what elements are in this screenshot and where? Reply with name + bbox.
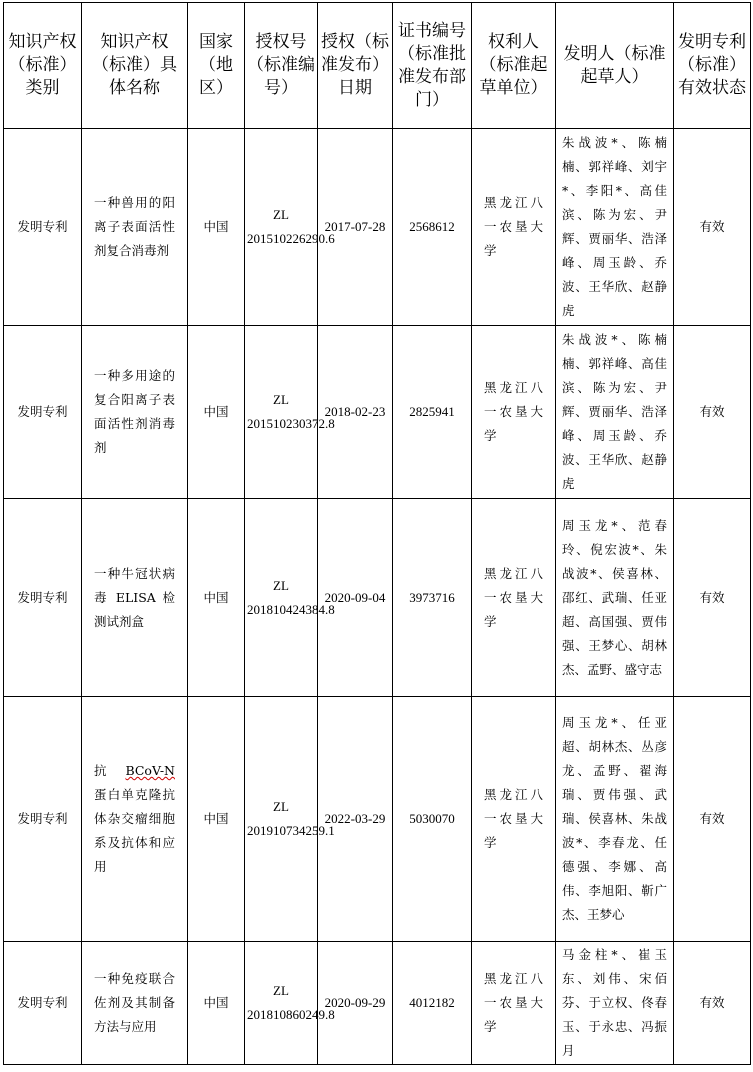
header-inventors: 发明人（标准起草人）	[556, 3, 674, 129]
cell-cert: 3973716	[393, 499, 472, 697]
cell-name: 一种免疫联合佐剂及其制备方法与应用	[82, 942, 188, 1065]
cell-holder: 黑龙江八一农垦大学	[472, 499, 556, 697]
cell-category: 发明专利	[4, 697, 82, 942]
cell-country: 中国	[188, 697, 245, 942]
table-row	[4, 326, 751, 499]
cell-holder: 黑龙江八一农垦大学	[472, 326, 556, 499]
cell-name: 一种牛冠状病毒 ELISA 检测试剂盒	[82, 499, 188, 697]
cell-name: 一种多用途的复合阳离子表面活性剂消毒剂	[82, 326, 188, 499]
name-suffix: 蛋白单克隆抗体杂交瘤细胞系及抗体和应用	[94, 787, 175, 874]
cell-inventors: 周玉龙*、范春玲、倪宏波*、朱战波*、侯喜林、邵红、武瑞、任亚超、高国强、贾伟强、王梦心、胡林杰、孟野、盛守志	[556, 499, 674, 697]
header-country: 国家（地区）	[188, 3, 245, 129]
header-holder: 权利人（标准起草单位）	[472, 3, 556, 129]
header-name: 知识产权（标准）具体名称	[82, 3, 188, 129]
cell-inventors: 朱战波*、陈楠楠、郭祥峰、刘宇*、李阳*、高佳滨、陈为宏、尹辉、贾丽华、浩泽峰、周玉龄、乔波、王华欣、赵静虎	[556, 129, 674, 326]
name-mark: BCoV-N	[125, 763, 175, 778]
cell-status: 有效	[674, 697, 751, 942]
header-status: 发明专利（标准）有效状态	[674, 3, 751, 129]
table-row	[4, 942, 751, 1065]
cell-country: 中国	[188, 326, 245, 499]
cell-cert: 2825941	[393, 326, 472, 499]
cell-category: 发明专利	[4, 499, 82, 697]
cell-country: 中国	[188, 499, 245, 697]
cell-country: 中国	[188, 942, 245, 1065]
cell-name	[82, 697, 188, 942]
cell-number: ZL 201910734259.1	[245, 697, 318, 942]
patent-table	[3, 2, 751, 1065]
cell-country: 中国	[188, 129, 245, 326]
cell-cert: 2568612	[393, 129, 472, 326]
cell-holder: 黑龙江八一农垦大学	[472, 129, 556, 326]
cell-number: ZL 201510230372.8	[245, 326, 318, 499]
cell-date: 2020-09-29	[318, 942, 393, 1065]
header-number: 授权号（标准编号）	[245, 3, 318, 129]
cell-category: 发明专利	[4, 326, 82, 499]
cell-name: 一种兽用的阳离子表面活性剂复合消毒剂	[82, 129, 188, 326]
table-row	[4, 129, 751, 326]
cell-date: 2018-02-23	[318, 326, 393, 499]
cell-category: 发明专利	[4, 942, 82, 1065]
cell-date: 2020-09-04	[318, 499, 393, 697]
cell-holder: 黑龙江八一农垦大学	[472, 942, 556, 1065]
cell-status: 有效	[674, 326, 751, 499]
table-row	[4, 499, 751, 697]
cell-inventors: 朱战波*、陈楠楠、郭祥峰、高佳滨、陈为宏、尹辉、贾丽华、浩泽峰、周玉龄、乔波、王华欣、赵静虎	[556, 326, 674, 499]
header-cert: 证书编号（标准批准发布部门）	[393, 3, 472, 129]
header-row	[4, 3, 751, 129]
cell-inventors: 马金柱*、崔玉东、刘伟、宋佰芬、于立权、佟春玉、于永忠、冯振月	[556, 942, 674, 1065]
name-prefix: 抗	[94, 763, 126, 778]
header-category: 知识产权（标准）类别	[4, 3, 82, 129]
cell-status: 有效	[674, 942, 751, 1065]
cell-cert: 4012182	[393, 942, 472, 1065]
cell-number: ZL 201810424384.8	[245, 499, 318, 697]
cell-category: 发明专利	[4, 129, 82, 326]
cell-status: 有效	[674, 499, 751, 697]
cell-inventors: 周玉龙*、任亚超、胡林杰、丛彦龙、孟野、翟海瑞、贾伟强、武瑞、侯喜林、朱战波*、李春龙、任德强、李娜、高伟、李旭阳、靳广杰、王梦心	[556, 697, 674, 942]
cell-holder: 黑龙江八一农垦大学	[472, 697, 556, 942]
cell-number: ZL 201510226290.6	[245, 129, 318, 326]
cell-status: 有效	[674, 129, 751, 326]
cell-cert: 5030070	[393, 697, 472, 942]
cell-date: 2022-03-29	[318, 697, 393, 942]
table-row	[4, 697, 751, 942]
cell-date: 2017-07-28	[318, 129, 393, 326]
header-date: 授权（标准发布）日期	[318, 3, 393, 129]
cell-number: ZL 201810860249.8	[245, 942, 318, 1065]
